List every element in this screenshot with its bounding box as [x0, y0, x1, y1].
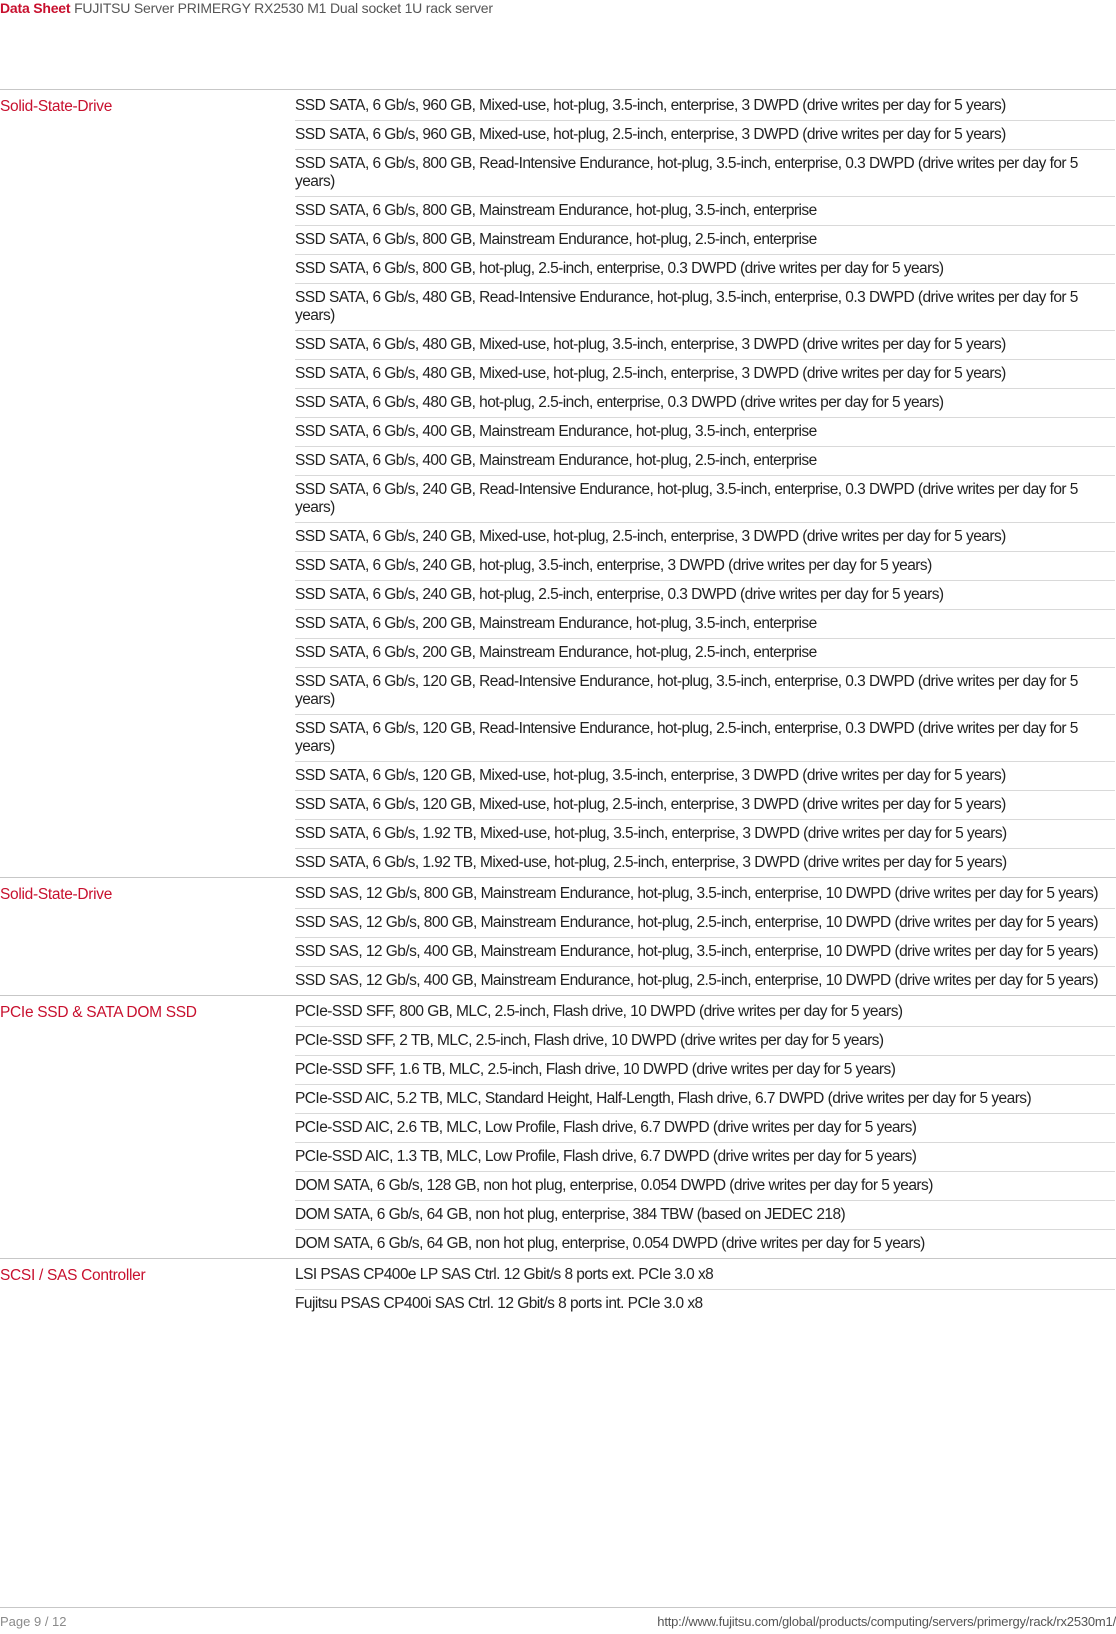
spec-row: SSD SATA, 6 Gb/s, 240 GB, Mixed-use, hot-plug, 2.5-inch, enterprise, 3 DWPD (drive writes per day for 5 years): [295, 523, 1115, 552]
spec-row: SSD SAS, 12 Gb/s, 800 GB, Mainstream Endurance, hot-plug, 2.5-inch, enterprise, 10 DWPD (drive writes per day for 5 years): [295, 909, 1115, 938]
section-title: Solid-State-Drive: [0, 98, 113, 115]
footer-divider: [0, 1607, 1116, 1608]
section-title: SCSI / SAS Controller: [0, 1267, 146, 1284]
spec-row: SSD SAS, 12 Gb/s, 800 GB, Mainstream Endurance, hot-plug, 3.5-inch, enterprise, 10 DWPD (drive writes per day for 5 years): [295, 880, 1115, 909]
spec-row: PCIe-SSD SFF, 1.6 TB, MLC, 2.5-inch, Flash drive, 10 DWPD (drive writes per day for 5 years): [295, 1056, 1115, 1085]
spec-row: SSD SAS, 12 Gb/s, 400 GB, Mainstream Endurance, hot-plug, 2.5-inch, enterprise, 10 DWPD (drive writes per day for 5 years): [295, 972, 1098, 989]
spec-row: SSD SATA, 6 Gb/s, 240 GB, hot-plug, 3.5-inch, enterprise, 3 DWPD (drive writes per day for 5 years): [295, 552, 1115, 581]
spec-row: SSD SATA, 6 Gb/s, 480 GB, Mixed-use, hot-plug, 2.5-inch, enterprise, 3 DWPD (drive writes per day for 5 years): [295, 360, 1115, 389]
spec-row: DOM SATA, 6 Gb/s, 128 GB, non hot plug, enterprise, 0.054 DWPD (drive writes per day for 5 years): [295, 1172, 1115, 1201]
spec-row: SSD SATA, 6 Gb/s, 800 GB, Mainstream Endurance, hot-plug, 2.5-inch, enterprise: [295, 226, 1115, 255]
header-label: Data Sheet: [0, 0, 71, 16]
header-title: FUJITSU Server PRIMERGY RX2530 M1 Dual socket 1U rack server: [74, 0, 493, 16]
spec-table: [0, 89, 1116, 1318]
spec-row: Fujitsu PSAS CP400i SAS Ctrl. 12 Gbit/s 8 ports int. PCIe 3.0 x8: [295, 1295, 703, 1312]
spec-row: PCIe-SSD SFF, 2 TB, MLC, 2.5-inch, Flash drive, 10 DWPD (drive writes per day for 5 years): [295, 1027, 1115, 1056]
section-rows: [295, 1261, 1115, 1318]
section-title: PCIe SSD & SATA DOM SSD: [0, 1004, 197, 1021]
footer-url-link[interactable]: http://www.fujitsu.com/global/products/computing/servers/primergy/rack/rx2530m1/: [657, 1614, 1116, 1629]
section-rows: [295, 880, 1115, 995]
spec-row: PCIe-SSD SFF, 800 GB, MLC, 2.5-inch, Flash drive, 10 DWPD (drive writes per day for 5 years): [295, 998, 1115, 1027]
spec-row: SSD SAS, 12 Gb/s, 400 GB, Mainstream Endurance, hot-plug, 3.5-inch, enterprise, 10 DWPD (drive writes per day for 5 years): [295, 938, 1115, 967]
spec-section: [0, 877, 1116, 995]
spec-row: DOM SATA, 6 Gb/s, 64 GB, non hot plug, enterprise, 0.054 DWPD (drive writes per day for 5 years): [295, 1235, 925, 1252]
spec-row: DOM SATA, 6 Gb/s, 64 GB, non hot plug, enterprise, 384 TBW (based on JEDEC 218): [295, 1201, 1115, 1230]
section-title: Solid-State-Drive: [0, 886, 113, 903]
spec-row: SSD SATA, 6 Gb/s, 120 GB, Read-Intensive Endurance, hot-plug, 3.5-inch, enterprise, 0.3 DWPD (drive writes per day for 5 years): [295, 668, 1115, 715]
spec-row: SSD SATA, 6 Gb/s, 120 GB, Mixed-use, hot-plug, 2.5-inch, enterprise, 3 DWPD (drive writes per day for 5 years): [295, 791, 1115, 820]
spec-row: SSD SATA, 6 Gb/s, 800 GB, Mainstream Endurance, hot-plug, 3.5-inch, enterprise: [295, 197, 1115, 226]
spec-row: SSD SATA, 6 Gb/s, 120 GB, Mixed-use, hot-plug, 3.5-inch, enterprise, 3 DWPD (drive writes per day for 5 years): [295, 762, 1115, 791]
spec-row: SSD SATA, 6 Gb/s, 400 GB, Mainstream Endurance, hot-plug, 2.5-inch, enterprise: [295, 447, 1115, 476]
spec-row: SSD SATA, 6 Gb/s, 480 GB, hot-plug, 2.5-inch, enterprise, 0.3 DWPD (drive writes per day for 5 years): [295, 389, 1115, 418]
spec-row: SSD SATA, 6 Gb/s, 200 GB, Mainstream Endurance, hot-plug, 2.5-inch, enterprise: [295, 639, 1115, 668]
spec-row: SSD SATA, 6 Gb/s, 800 GB, hot-plug, 2.5-inch, enterprise, 0.3 DWPD (drive writes per day for 5 years): [295, 255, 1115, 284]
spec-row: SSD SATA, 6 Gb/s, 480 GB, Read-Intensive Endurance, hot-plug, 3.5-inch, enterprise, 0.3 DWPD (drive writes per day for 5 years): [295, 284, 1115, 331]
spec-section: [0, 89, 1116, 877]
spec-row: PCIe-SSD AIC, 2.6 TB, MLC, Low Profile, Flash drive, 6.7 DWPD (drive writes per day for 5 years): [295, 1114, 1115, 1143]
spec-row: SSD SATA, 6 Gb/s, 1.92 TB, Mixed-use, hot-plug, 2.5-inch, enterprise, 3 DWPD (drive writes per day for 5 years): [295, 854, 1007, 871]
spec-row: SSD SATA, 6 Gb/s, 400 GB, Mainstream Endurance, hot-plug, 3.5-inch, enterprise: [295, 418, 1115, 447]
section-rows: [295, 92, 1115, 877]
spec-row: SSD SATA, 6 Gb/s, 480 GB, Mixed-use, hot-plug, 3.5-inch, enterprise, 3 DWPD (drive writes per day for 5 years): [295, 331, 1115, 360]
spec-row: PCIe-SSD AIC, 1.3 TB, MLC, Low Profile, Flash drive, 6.7 DWPD (drive writes per day for 5 years): [295, 1143, 1115, 1172]
spec-row: SSD SATA, 6 Gb/s, 960 GB, Mixed-use, hot-plug, 2.5-inch, enterprise, 3 DWPD (drive writes per day for 5 years): [295, 121, 1115, 150]
spec-section: [0, 1258, 1116, 1318]
spec-row: SSD SATA, 6 Gb/s, 240 GB, Read-Intensive Endurance, hot-plug, 3.5-inch, enterprise, 0.3 DWPD (drive writes per day for 5 years): [295, 476, 1115, 523]
spec-row: PCIe-SSD AIC, 5.2 TB, MLC, Standard Height, Half-Length, Flash drive, 6.7 DWPD (drive writes per day for 5 years): [295, 1085, 1115, 1114]
page-number: Page 9 / 12: [0, 1614, 67, 1629]
section-rows: [295, 998, 1115, 1258]
spec-row: SSD SATA, 6 Gb/s, 800 GB, Read-Intensive Endurance, hot-plug, 3.5-inch, enterprise, 0.3 DWPD (drive writes per day for 5 years): [295, 150, 1115, 197]
spec-row: LSI PSAS CP400e LP SAS Ctrl. 12 Gbit/s 8 ports ext. PCIe 3.0 x8: [295, 1261, 1115, 1290]
spec-row: SSD SATA, 6 Gb/s, 960 GB, Mixed-use, hot-plug, 3.5-inch, enterprise, 3 DWPD (drive writes per day for 5 years): [295, 92, 1115, 121]
spec-section: [0, 995, 1116, 1258]
spec-row: SSD SATA, 6 Gb/s, 1.92 TB, Mixed-use, hot-plug, 3.5-inch, enterprise, 3 DWPD (drive writes per day for 5 years): [295, 820, 1115, 849]
spec-row: SSD SATA, 6 Gb/s, 200 GB, Mainstream Endurance, hot-plug, 3.5-inch, enterprise: [295, 610, 1115, 639]
spec-row: SSD SATA, 6 Gb/s, 120 GB, Read-Intensive Endurance, hot-plug, 2.5-inch, enterprise, 0.3 DWPD (drive writes per day for 5 years): [295, 715, 1115, 762]
spec-row: SSD SATA, 6 Gb/s, 240 GB, hot-plug, 2.5-inch, enterprise, 0.3 DWPD (drive writes per day for 5 years): [295, 581, 1115, 610]
page-header: [0, 0, 493, 18]
